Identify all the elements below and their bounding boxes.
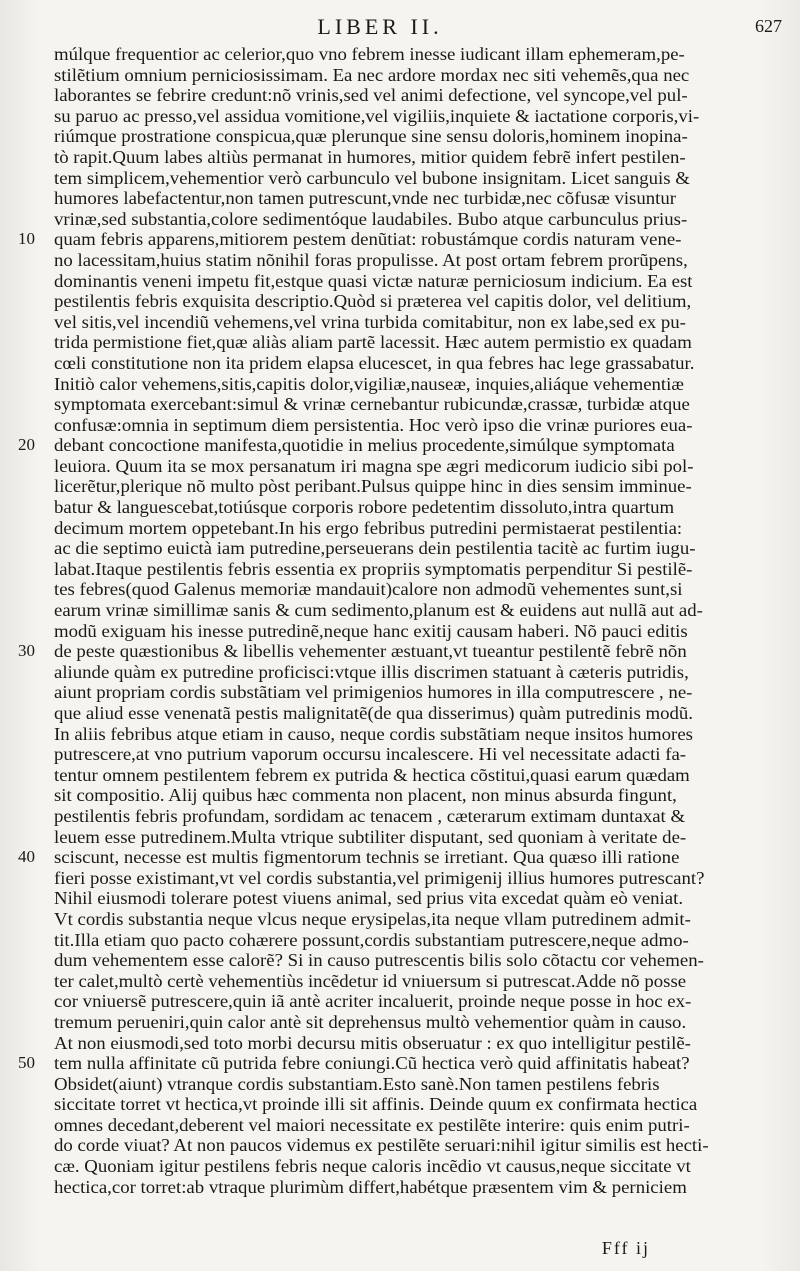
margin-line-number: 50 xyxy=(18,1053,35,1073)
text-line xyxy=(54,147,714,168)
margin-line-number: 30 xyxy=(18,641,35,661)
line-text: ter calet,multò certè vehementiùs incẽdetur id vniuersum si putrescat.Adde nõ posse xyxy=(54,970,687,991)
line-text: At non eiusmodi,sed toto morbi decursu mitis obseruatur : ex quo intelligitur pestilẽ- xyxy=(54,1032,691,1053)
line-text: humores labefactentur,non tamen putrescunt,vnde nec turbidæ,nec cõfusæ visuntur xyxy=(54,188,677,209)
line-text: pestilentis febris profundam, sordidam ac tenacem , cæterarum extimam duntaxat & xyxy=(54,805,686,826)
line-text: sciscunt, necesse est multis figmentorum technis se irretiant. Qua quæso illi ratione xyxy=(54,847,680,868)
line-text: ac die septimo euictà iam putredine,perseuerans dein pestilentia tacitè ac furtim iugu- xyxy=(54,538,696,559)
margin-line-number: 20 xyxy=(18,435,35,455)
text-line xyxy=(54,991,714,1012)
line-text: tentur omnem pestilentem febrem ex putrida & hectica cõstitui,quasi earum quædam xyxy=(54,764,690,785)
line-text: vrinæ,sed substantia,colore sedimentóque laudabiles. Bubo atque carbunculus prius- xyxy=(54,208,688,229)
line-text: su paruo ac presso,vel assidua vomitione,vel vigiliis,inquiete & iactatione corporis,vi- xyxy=(54,105,700,126)
text-line xyxy=(54,888,714,909)
line-text: de peste quæstionibus & libellis vehementer æstuant,vt tueantur pestilentẽ febrẽ nõn xyxy=(54,641,687,662)
text-line xyxy=(54,621,714,642)
text-line xyxy=(54,1094,714,1115)
text-line xyxy=(54,1074,714,1095)
text-line xyxy=(54,394,714,415)
line-text: pestilentis febris exquisita descriptio.Quòd si præterea vel capitis dolor, vel delitium, xyxy=(54,291,692,312)
text-line xyxy=(18,1053,714,1074)
text-line xyxy=(54,497,714,518)
text-line xyxy=(18,847,714,868)
line-text: aliunde quàm ex putredine proficisci:vtque illis discrimen statuant à cæteris putridis, xyxy=(54,661,689,682)
text-line xyxy=(54,1012,714,1033)
line-text: leuem esse putredinem.Multa vtrique subtiliter disputant, sed quoniam à veritate de- xyxy=(54,826,687,847)
line-text: debant concoctione manifesta,quotidie in melius procedente,simúlque symptomata xyxy=(54,435,675,456)
text-line xyxy=(54,806,714,827)
line-text: stilẽtium omnium perniciosissimam. Ea nec ardore mordax nec siti vehemẽs,qua nec xyxy=(54,64,690,85)
line-text: cœli constitutione non ita pridem elapsa elucescet, in qua febres hac lege grassabatur. xyxy=(54,352,695,373)
line-text: putrescere,at vno putrium vaporum occursu incalescere. Hi vel necessitate adacti fa- xyxy=(54,744,687,765)
text-line xyxy=(54,85,714,106)
text-line xyxy=(54,106,714,127)
line-text: quam febris apparens,mitiorem pestem denũtiat: robustámque cordis naturam vene- xyxy=(54,229,682,250)
margin-line-number: 40 xyxy=(18,847,35,867)
line-text: fieri posse existimant,vt vel cordis substantia,vel primigenij illius humores putrescant? xyxy=(54,867,705,888)
line-text: dum vehementem esse calorẽ? Si in causo putrescentis bilis solo cõtactu cor vehemen- xyxy=(54,950,704,971)
line-text: tò rapit.Quum labes altiùs permanat in humores, mitior quidem febrẽ infert pestilen- xyxy=(54,146,686,167)
line-text: tem simplicem,vehementior verò carbunculo vel bubone insignitam. Licet sanguis & xyxy=(54,167,690,188)
text-line xyxy=(54,559,714,580)
line-text: omnes decedant,deberent vel maiori necessitate ex pestilẽte interire: quis enim putri- xyxy=(54,1114,690,1135)
line-text: modũ exiguam his inesse putredinẽ,neque hanc exitij causam haberi. Nõ pauci editis xyxy=(54,620,688,641)
text-line xyxy=(54,250,714,271)
text-line xyxy=(54,168,714,189)
line-text: earum vrinæ simillimæ sanis & cum sedimento,planum est & euidens aut nullã aut ad- xyxy=(54,600,703,621)
text-line xyxy=(54,1156,714,1177)
text-line xyxy=(54,271,714,292)
line-text: siccitate torret vt hectica,vt proinde illi sit affinis. Deinde quum ex confirmata hectica xyxy=(54,1094,698,1115)
line-text: Vt cordis substantia neque vlcus neque erysipelas,ita neque vllam putredinem admit- xyxy=(54,908,691,929)
text-line xyxy=(54,579,714,600)
text-line xyxy=(54,1177,714,1198)
line-text: decimum mortem oppetebant.In his ergo febribus putredini permistaerat pestilentia: xyxy=(54,517,683,538)
text-line xyxy=(54,312,714,333)
line-text: In aliis febribus atque etiam in causo, neque cordis substãtiam neque insitos humores xyxy=(54,723,693,744)
line-text: no lacessitam,huius statim nõnihil foras propulisse. At post ortam febrem prorũpens, xyxy=(54,249,688,270)
text-line xyxy=(54,44,714,65)
line-text: trida permistione fiet,quæ aliàs aliam partẽ lacessit. Hæc autem permistio ex quadam xyxy=(54,332,692,353)
text-line xyxy=(54,538,714,559)
line-text: sit compositio. Alij quibus hæc commenta non placent, non minus absurda fingunt, xyxy=(54,785,677,806)
text-line xyxy=(54,724,714,745)
text-line xyxy=(54,1135,714,1156)
text-line xyxy=(54,332,714,353)
signature-mark: Fff ij xyxy=(601,1238,650,1258)
line-text: cæ. Quoniam igitur pestilens febris neque caloris incẽdio vt causus,neque siccitate vt xyxy=(54,1156,691,1177)
body-text xyxy=(18,44,714,1197)
line-text: batur & languescebat,totiúsque corporis robore pedetentim dissoluto,intra quartum xyxy=(54,497,675,518)
line-text: licerẽtur,plerique nõ multo pòst peribant.Pulsus quippe hinc in dies sensim imminue- xyxy=(54,476,692,497)
text-line xyxy=(18,641,714,662)
line-text: confusæ:omnia in septimum diem persistentia. Hoc verò ipso die vrinæ puriores eua- xyxy=(54,414,693,435)
text-line xyxy=(54,785,714,806)
text-line xyxy=(54,65,714,86)
running-head xyxy=(0,10,800,40)
line-text: do corde viuat? At non paucos videmus ex pestilẽte seruari:nihil igitur similis est hecti- xyxy=(54,1135,709,1156)
text-line xyxy=(54,703,714,724)
text-line xyxy=(54,456,714,477)
line-text: vel sitis,vel incendiũ vehemens,vel vrina turbida comitabitur, non ex labe,sed ex pu- xyxy=(54,311,686,332)
text-line xyxy=(54,971,714,992)
text-line xyxy=(54,827,714,848)
line-text: riúmque prostratione conspicua,quæ plerunque sine sensu doloris,hominem inopina- xyxy=(54,126,688,147)
line-text: symptomata exercebant:simul & vrinæ cernebantur rubicundæ,crassæ, turbidæ atque xyxy=(54,394,690,415)
text-line xyxy=(54,209,714,230)
text-line xyxy=(54,930,714,951)
line-text: labat.Itaque pestilentis febris essentia ex propriis symptomatis perpenditur Si pestilẽ- xyxy=(54,558,693,579)
text-line xyxy=(54,744,714,765)
text-line xyxy=(54,1033,714,1054)
text-line xyxy=(54,682,714,703)
line-text: laborantes se febrire credunt:nõ vrinis,sed vel animi defectione, vel syncope,vel pul- xyxy=(54,85,688,106)
text-line xyxy=(18,229,714,250)
text-line xyxy=(54,518,714,539)
text-line xyxy=(54,374,714,395)
line-text: tem nulla affinitate cũ putrida febre coniungi.Cũ hectica verò quid affinitatis habeat? xyxy=(54,1053,690,1074)
running-title: LIBER II. xyxy=(317,14,443,39)
text-line xyxy=(54,600,714,621)
text-line xyxy=(54,909,714,930)
line-text: dominantis veneni impetu fit,estque quasi victæ naturæ perniciosum indicium. Ea est xyxy=(54,270,693,291)
text-line xyxy=(54,765,714,786)
line-text: leuiora. Quum ita se mox persanatum iri magna spe ægri medicorum iudicio sibi pol- xyxy=(54,455,694,476)
line-text: tremum perueniri,quin calor antè sit deprehensus multò vehementior quàm in causo. xyxy=(54,1011,687,1032)
text-line xyxy=(54,1115,714,1136)
text-line xyxy=(54,950,714,971)
line-text: múlque frequentior ac celerior,quo vno febrem inesse iudicant illam ephemeram,pe- xyxy=(54,44,685,64)
line-text: tit.Illa etiam quo pacto cohærere possunt,cordis substantiam putrescere,neque admo- xyxy=(54,929,689,950)
text-line xyxy=(54,353,714,374)
text-line xyxy=(54,188,714,209)
text-line xyxy=(54,126,714,147)
line-text: hectica,cor torret:ab vtraque plurimùm differt,habétque præsentem vim & perniciem xyxy=(54,1176,687,1197)
line-text: tes febres(quod Galenus memoriæ mandauit)calore non admodũ vehementes sunt,si xyxy=(54,579,683,600)
line-text: Initiò calor vehemens,sitis,capitis dolor,vigiliæ,nauseæ, inquies,aliáque vehementiæ xyxy=(54,373,684,394)
line-text: que aliud esse venenatã pestis malignitatẽ(de qua disserimus) quàm putredinis modũ. xyxy=(54,703,693,723)
margin-line-number: 10 xyxy=(18,229,35,249)
line-text: aiunt propriam cordis substãtiam vel primigenios humores in illa computrescere , ne- xyxy=(54,682,693,703)
text-line xyxy=(18,435,714,456)
page-number: 627 xyxy=(755,16,782,36)
text-line xyxy=(54,415,714,436)
text-line xyxy=(54,868,714,889)
text-line xyxy=(54,291,714,312)
line-text: cor vniuersẽ putrescere,quin iã antè acriter incaluerit, proinde neque posse in hoc ex- xyxy=(54,991,692,1012)
line-text: Nihil eiusmodi tolerare potest viuens animal, sed prius vita excedat quàm eò veniat. xyxy=(54,888,684,909)
text-line xyxy=(54,476,714,497)
line-text: Obsidet(aiunt) vtranque cordis substantiam.Esto sanè.Non tamen pestilens febris xyxy=(54,1073,660,1094)
text-line xyxy=(54,662,714,683)
